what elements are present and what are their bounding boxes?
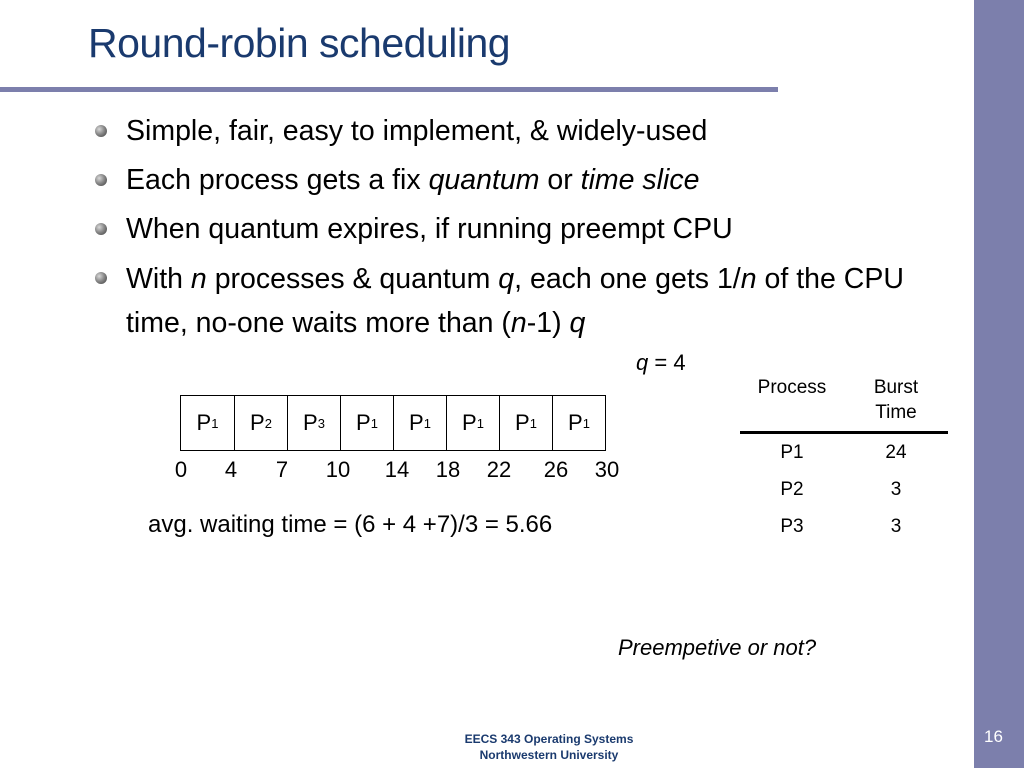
- gantt-tick-label: 4: [224, 457, 238, 482]
- gantt-tick-label: 30: [594, 457, 620, 482]
- gantt-cell: [181, 396, 234, 450]
- page-number: 16: [984, 727, 1003, 746]
- gantt-process-sub: 1: [370, 415, 378, 431]
- table-row: [740, 471, 948, 508]
- bullet-emphasis: n: [510, 307, 527, 339]
- gantt-tick-label: 10: [325, 457, 351, 482]
- bullet-icon: [95, 125, 107, 137]
- table-row: [740, 508, 948, 545]
- bullet-text: or: [539, 164, 581, 196]
- bullet-item: [94, 208, 954, 250]
- slide-footer: [430, 731, 668, 763]
- gantt-tick-label: 7: [275, 457, 289, 482]
- bullet-list: [94, 110, 954, 352]
- bullet-item: [94, 257, 954, 345]
- bullet-icon: [95, 223, 107, 235]
- gantt-process-sub: 1: [582, 415, 590, 431]
- table-header-row: [740, 375, 948, 433]
- gantt-tick-label: 26: [543, 457, 569, 482]
- gantt-process-sub: 2: [264, 415, 272, 431]
- gantt-cell: [393, 396, 446, 450]
- table-row: [740, 433, 948, 472]
- bullet-text: Each process gets a fix: [126, 164, 429, 196]
- cell-process: P2: [780, 478, 804, 500]
- bullet-emphasis: q: [498, 263, 515, 295]
- header-burst-line1: Burst: [873, 377, 919, 398]
- quantum-var: q: [636, 350, 649, 375]
- slide-title: Round-robin scheduling: [88, 20, 511, 66]
- bullet-icon: [95, 272, 107, 284]
- gantt-process: P: [409, 410, 424, 435]
- bullet-emphasis: quantum: [428, 164, 540, 196]
- avg-waiting-time: avg. waiting time = (6 + 4 +7)/3 = 5.66: [148, 511, 553, 538]
- header-burst-time: [844, 375, 948, 433]
- cell-burst: 3: [890, 515, 902, 537]
- gantt-process: P: [462, 410, 477, 435]
- bullet-text: When quantum expires, if running preempt CPU: [126, 213, 733, 245]
- bullet-emphasis: n: [740, 263, 757, 295]
- gantt-process: P: [515, 410, 530, 435]
- cell-burst: 3: [890, 478, 902, 500]
- gantt-cell: [287, 396, 340, 450]
- quantum-value: = 4: [648, 350, 686, 375]
- preemptive-question: Preempetive or not?: [618, 635, 817, 660]
- bullet-text: Simple, fair, easy to implement, & widely-used: [126, 115, 708, 147]
- header-process: Process: [757, 377, 827, 398]
- gantt-process-sub: 1: [211, 415, 219, 431]
- title-rule: [0, 87, 778, 92]
- bullet-emphasis: q: [569, 307, 586, 339]
- bullet-item: [94, 110, 954, 152]
- cell-burst: 24: [885, 441, 907, 463]
- cell-process: P1: [780, 441, 804, 463]
- gantt-tick-label: 18: [435, 457, 461, 482]
- gantt-process: P: [196, 410, 212, 435]
- gantt-chart: [180, 395, 606, 451]
- gantt-cell: [552, 396, 605, 450]
- gantt-tick-label: 0: [174, 457, 188, 482]
- gantt-process-sub: 3: [317, 415, 325, 431]
- gantt-process: P: [568, 410, 583, 435]
- gantt-process-sub: 1: [476, 415, 484, 431]
- quantum-label: [636, 350, 686, 376]
- gantt-cell: [234, 396, 287, 450]
- side-bar: [974, 0, 1024, 768]
- footer-course: EECS 343 Operating Systems: [464, 732, 634, 746]
- gantt-cell: [446, 396, 499, 450]
- bullet-emphasis: n: [190, 263, 207, 295]
- bullet-text: With: [126, 263, 191, 295]
- footer-university: Northwestern University: [479, 748, 619, 762]
- gantt-process: P: [303, 410, 318, 435]
- gantt-tick-label: 22: [486, 457, 512, 482]
- gantt-process-sub: 1: [423, 415, 431, 431]
- bullet-text: -1): [526, 307, 570, 339]
- gantt-tick-label: 14: [384, 457, 410, 482]
- header-burst-line2: Time: [875, 402, 917, 423]
- process-table: [740, 375, 948, 545]
- bullet-icon: [95, 174, 107, 186]
- gantt-process: P: [250, 410, 265, 435]
- bullet-text: processes & quantum: [206, 263, 499, 295]
- gantt-cell: [340, 396, 393, 450]
- gantt-process-sub: 1: [529, 415, 537, 431]
- bullet-emphasis: time slice: [580, 164, 700, 196]
- gantt-cell: [499, 396, 552, 450]
- bullet-text: , each one gets 1/: [514, 263, 741, 295]
- gantt-process: P: [356, 410, 371, 435]
- bullet-item: [94, 159, 954, 201]
- bullet-text: of the CPU time, no-one waits more than (: [126, 263, 904, 339]
- cell-process: P3: [780, 515, 804, 537]
